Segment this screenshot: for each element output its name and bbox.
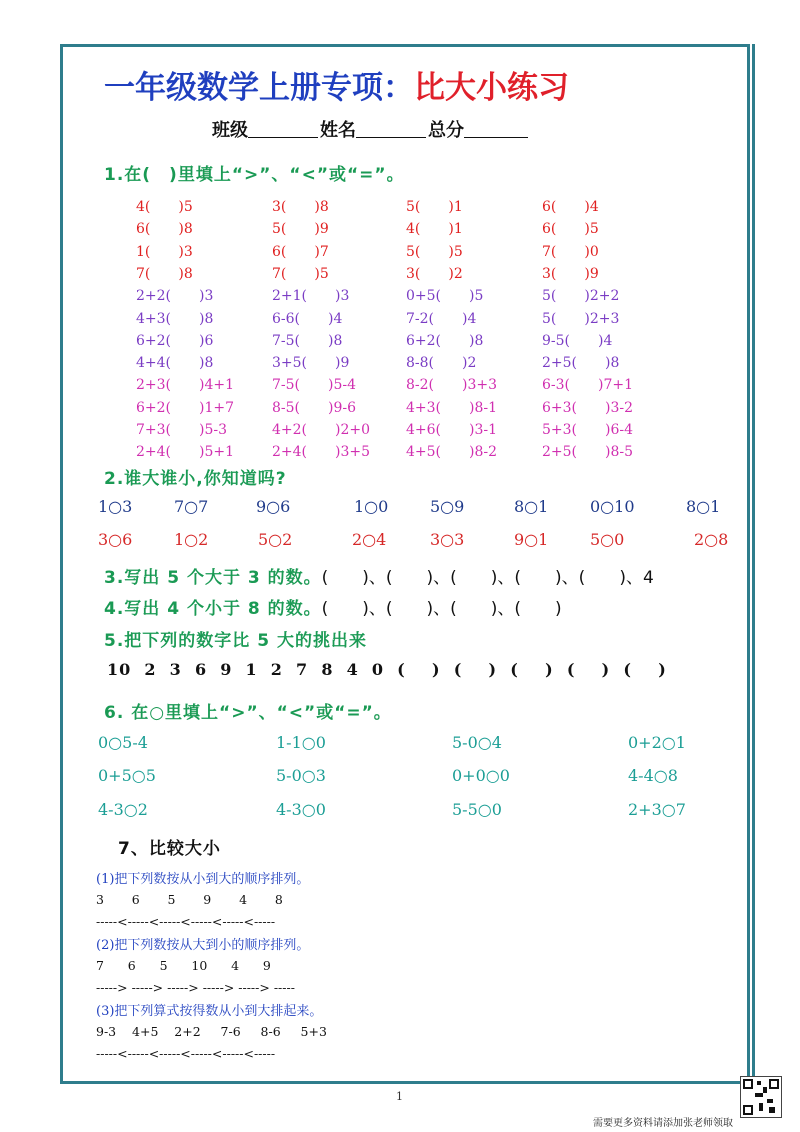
q2-title: 2.谁大谁小,你知道吗? <box>104 469 287 489</box>
q2-item[interactable]: 1○2 <box>174 530 209 549</box>
q1-item[interactable]: 6( )8 <box>136 221 193 238</box>
q1-item[interactable]: 6( )7 <box>272 243 329 260</box>
q3-title-text: 3.写出 5 个大于 3 的数。 <box>104 568 322 588</box>
class-label: 班级 <box>212 120 248 141</box>
q1-item[interactable]: 6+3( )3-2 <box>542 399 634 416</box>
q2-item[interactable]: 2○4 <box>352 530 387 549</box>
q1-item[interactable]: 7( )8 <box>136 265 193 282</box>
q1-item[interactable]: 7-2( )4 <box>406 310 477 327</box>
q6-item[interactable]: 4-3○0 <box>276 800 326 819</box>
q1-item[interactable]: 6-3( )7+1 <box>542 377 634 394</box>
q1-item[interactable]: 1( )3 <box>136 243 193 260</box>
q6-item[interactable]: 5-0○3 <box>276 766 326 785</box>
q1-item[interactable]: 6+2( )1+7 <box>136 399 235 416</box>
q6-item[interactable]: 1-1○0 <box>276 733 326 752</box>
q2-item[interactable]: 7○7 <box>174 497 209 516</box>
q6-item[interactable]: 4-4○8 <box>628 766 678 785</box>
q4-answer-blanks[interactable]: ( )、( )、( )、( ) <box>321 599 562 619</box>
q3-answer-blanks[interactable]: ( )、( )、( )、( )、( )、4 <box>321 568 654 588</box>
q6-item[interactable]: 5-0○4 <box>452 733 502 752</box>
q1-item[interactable]: 3( )2 <box>406 265 463 282</box>
q2-item[interactable]: 3○3 <box>430 530 465 549</box>
q1-item[interactable]: 2+4( )5+1 <box>136 444 235 461</box>
q7-part2-title: (2)把下列数按从大到小的顺序排列。 <box>96 938 310 953</box>
q1-item[interactable]: 4( )5 <box>136 199 193 215</box>
q4-title <box>104 594 562 619</box>
q1-item[interactable]: 2+2( )3 <box>136 288 214 305</box>
q6-item[interactable]: 0○5-4 <box>98 733 148 752</box>
q7-part2-blanks[interactable]: -----> -----> -----> -----> -----> ----- <box>96 980 295 995</box>
q7-title: 7、比较大小 <box>118 839 221 859</box>
q1-item[interactable]: 7( )5 <box>272 265 329 282</box>
q1-item[interactable]: 4+4( )8 <box>136 355 214 372</box>
q2-item[interactable]: 9○1 <box>514 530 549 549</box>
q7-part1-blanks[interactable]: -----<-----<-----<-----<-----<----- <box>96 914 276 929</box>
q1-item[interactable]: 7-5( )8 <box>272 332 343 349</box>
q6-item[interactable]: 0+0○0 <box>452 766 510 785</box>
q2-item[interactable]: 8○1 <box>514 497 549 516</box>
footer-note: 需要更多资料请添加张老师领取 <box>593 1118 733 1129</box>
q2-item[interactable]: 9○6 <box>256 497 291 516</box>
q7-part2-numbers: 7 6 5 10 4 9 <box>96 958 271 973</box>
q1-item[interactable]: 5( )2+3 <box>542 310 620 327</box>
q2-item[interactable]: 1○3 <box>98 497 133 516</box>
q7-part3-blanks[interactable]: -----<-----<-----<-----<-----<----- <box>96 1046 276 1061</box>
q1-item[interactable]: 2+1( )3 <box>272 288 350 305</box>
student-info-line <box>212 116 530 142</box>
q1-item[interactable]: 4+5( )8-2 <box>406 444 498 461</box>
q2-item[interactable]: 3○6 <box>98 530 133 549</box>
title-highlight: 比大小练习 <box>414 70 569 106</box>
q1-item[interactable]: 5+3( )6-4 <box>542 422 634 438</box>
score-label: 总分 <box>428 120 464 141</box>
title-prefix: 一年级数学上册专项： <box>104 70 414 106</box>
q2-item[interactable]: 0○10 <box>590 497 635 516</box>
q6-title: 6. 在○里填上“>”、“<”或“=”。 <box>104 703 392 723</box>
q6-item[interactable]: 0+5○5 <box>98 766 156 785</box>
q1-item[interactable]: 3( )8 <box>272 199 329 215</box>
q1-item[interactable]: 0+5( )5 <box>406 288 484 305</box>
q1-item[interactable]: 7+3( )5-3 <box>136 422 228 438</box>
q1-item[interactable]: 6+2( )8 <box>406 332 484 349</box>
name-blank[interactable] <box>356 119 426 138</box>
q1-item[interactable]: 5( )5 <box>406 243 463 260</box>
q2-item[interactable]: 5○9 <box>430 497 465 516</box>
q1-item[interactable]: 2+5( )8-5 <box>542 444 634 461</box>
name-label: 姓名 <box>320 120 356 141</box>
q1-item[interactable]: 8-8( )2 <box>406 355 477 372</box>
q6-item[interactable]: 0+2○1 <box>628 733 686 752</box>
q6-item[interactable]: 4-3○2 <box>98 800 148 819</box>
q1-item[interactable]: 2+3( )4+1 <box>136 377 235 394</box>
q1-item[interactable]: 5( )1 <box>406 199 463 215</box>
q1-item[interactable]: 9-5( )4 <box>542 332 613 349</box>
q1-item[interactable]: 4+6( )3-1 <box>406 422 498 438</box>
page-border-right <box>752 44 761 1094</box>
q1-item[interactable]: 6( )4 <box>542 199 599 215</box>
q1-item[interactable]: 7-5( )5-4 <box>272 377 357 394</box>
q7-part3-title: (3)把下列算式按得数从小到大排起来。 <box>96 1004 323 1019</box>
q1-item[interactable]: 6-6( )4 <box>272 310 343 327</box>
q1-item[interactable]: 3+5( )9 <box>272 355 350 372</box>
q6-item[interactable]: 2+3○7 <box>628 800 686 819</box>
q7-part1-title: (1)把下列数按从小到大的顺序排列。 <box>96 872 310 887</box>
q2-item[interactable]: 1○0 <box>354 497 389 516</box>
q1-item[interactable]: 8-5( )9-6 <box>272 399 357 416</box>
q7-part1-numbers: 3 6 5 9 4 8 <box>96 892 283 907</box>
page-title <box>104 62 569 107</box>
score-blank[interactable] <box>464 119 528 138</box>
q1-item[interactable]: 2+4( )3+5 <box>272 444 371 461</box>
q1-item[interactable]: 4+3( )8 <box>136 310 214 327</box>
q5-sequence[interactable]: 10 2 3 6 9 1 2 7 8 4 0 ( ) ( ) ( ) ( ) ( ) <box>107 660 667 679</box>
q4-title-text: 4.写出 4 个小于 8 的数。 <box>104 599 322 619</box>
q1-item[interactable]: 6+2( )6 <box>136 332 214 349</box>
q2-item[interactable]: 8○1 <box>686 497 721 516</box>
q6-item[interactable]: 5-5○0 <box>452 800 502 819</box>
q1-item[interactable]: 3( )9 <box>542 265 599 282</box>
page-number: 1 <box>396 1090 403 1103</box>
q1-item[interactable]: 5( )9 <box>272 221 329 238</box>
q2-item[interactable]: 5○0 <box>590 530 625 549</box>
q1-item[interactable]: 8-2( )3+3 <box>406 377 498 394</box>
q1-item[interactable]: 5( )2+2 <box>542 288 620 305</box>
q1-item[interactable]: 7( )0 <box>542 243 599 260</box>
q1-item[interactable]: 4+3( )8-1 <box>406 399 498 416</box>
q2-item[interactable]: 5○2 <box>258 530 293 549</box>
class-blank[interactable] <box>248 119 318 138</box>
q1-item[interactable]: 4+2( )2+0 <box>272 422 371 438</box>
q1-item[interactable]: 6( )5 <box>542 221 599 238</box>
qr-code-icon <box>740 1076 782 1118</box>
q3-title <box>104 563 654 588</box>
q2-item[interactable]: 2○8 <box>694 530 729 549</box>
q1-item[interactable]: 2+5( )8 <box>542 355 620 372</box>
q1-title: 1.在( )里填上“>”、“<”或“=”。 <box>104 165 405 185</box>
q1-item[interactable]: 4( )1 <box>406 221 463 238</box>
q7-part3-expressions: 9-3 4+5 2+2 7-6 8-6 5+3 <box>96 1024 327 1039</box>
q5-title: 5.把下列的数字比 5 大的挑出来 <box>104 631 367 651</box>
